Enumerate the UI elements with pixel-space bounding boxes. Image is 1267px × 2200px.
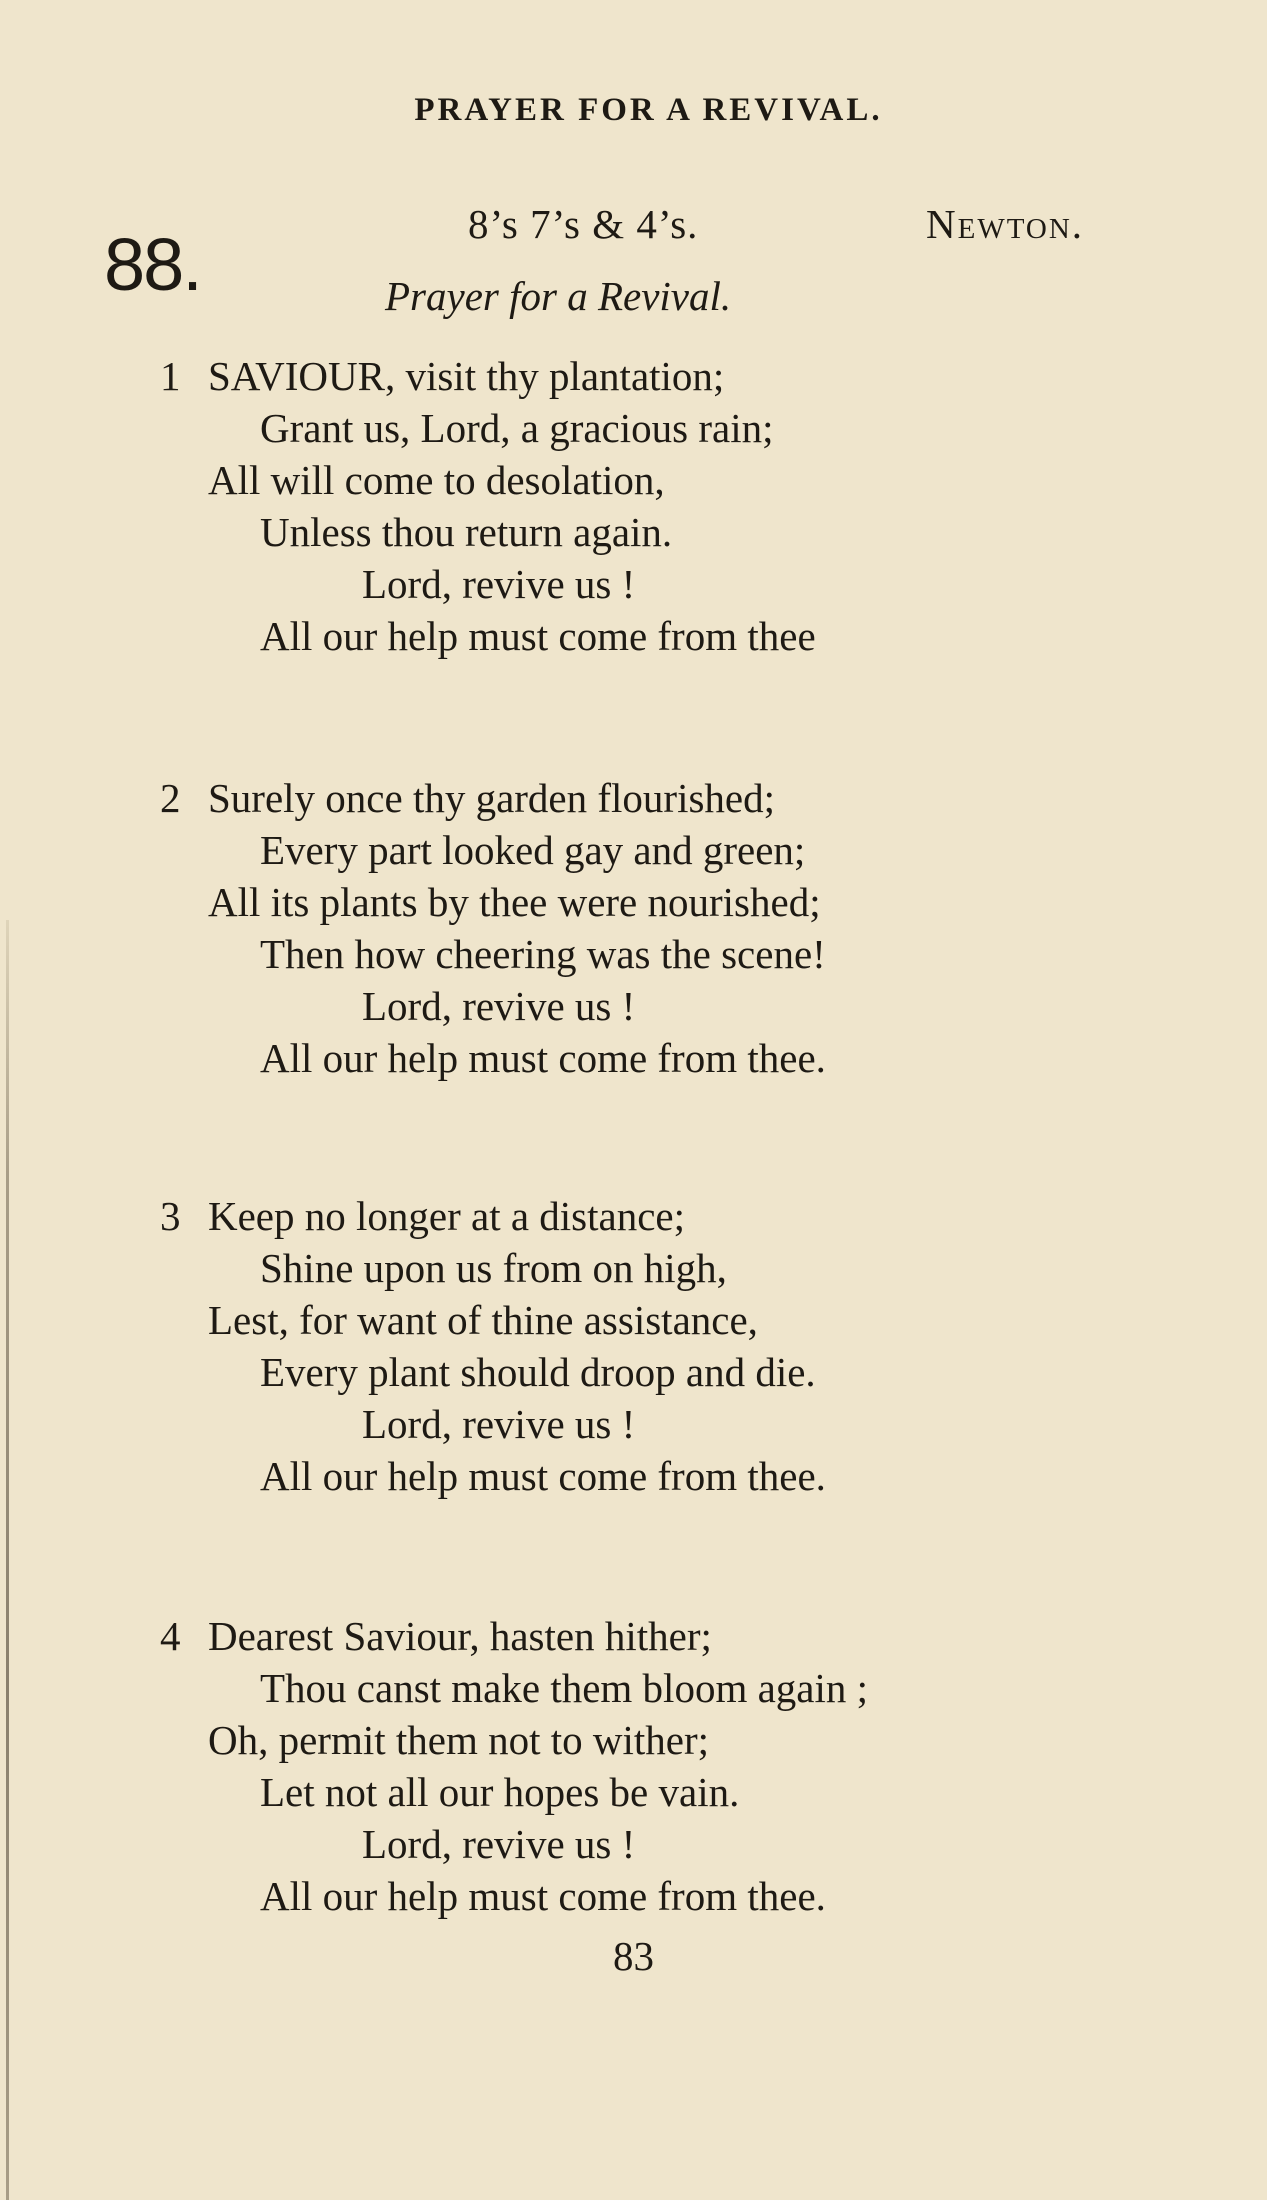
stanza-line: Dearest Saviour, hasten hither; bbox=[208, 1613, 712, 1659]
stanza-line: All its plants by thee were nourished; bbox=[208, 879, 821, 925]
refrain-line: All our help must come from thee. bbox=[260, 1873, 826, 1919]
stanza-line: Oh, permit them not to wither; bbox=[208, 1717, 710, 1763]
page-binding-edge bbox=[6, 920, 9, 2200]
refrain-line: Lord, revive us ! bbox=[362, 561, 636, 607]
stanza-number: 3 bbox=[160, 1193, 181, 1239]
stanza-line: Shine upon us from on high, bbox=[260, 1245, 727, 1291]
stanza-line: Let not all our hopes be vain. bbox=[260, 1769, 740, 1815]
hymn-subtitle: Prayer for a Revival. bbox=[385, 273, 732, 319]
refrain-line: Lord, revive us ! bbox=[362, 1401, 636, 1447]
stanza-line: Then how cheering was the scene! bbox=[260, 931, 826, 977]
refrain-line: Lord, revive us ! bbox=[362, 1821, 636, 1867]
stanza-line: Every plant should droop and die. bbox=[260, 1349, 816, 1395]
stanza-line: Grant us, Lord, a gracious rain; bbox=[260, 405, 774, 451]
refrain-line: All our help must come from thee. bbox=[260, 1035, 826, 1081]
refrain-line: All our help must come from thee. bbox=[260, 1453, 826, 1499]
page-number: 83 bbox=[613, 1933, 654, 1979]
stanza-number: 4 bbox=[160, 1613, 181, 1659]
stanza-line: SAVIOUR, visit thy plantation; bbox=[208, 353, 725, 399]
stanza-line: Keep no longer at a distance; bbox=[208, 1193, 686, 1239]
hymn-tune-name: Newton. bbox=[926, 201, 1085, 247]
refrain-line: Lord, revive us ! bbox=[362, 983, 636, 1029]
refrain-line: All our help must come from thee bbox=[260, 613, 816, 659]
stanza-line: Surely once thy garden flourished; bbox=[208, 775, 776, 821]
stanza-number: 2 bbox=[160, 775, 181, 821]
hymn-number: 88. bbox=[104, 223, 201, 306]
stanza-number: 1 bbox=[160, 353, 181, 399]
stanza-line: All will come to desolation, bbox=[208, 457, 665, 503]
stanza-line: Lest, for want of thine assistance, bbox=[208, 1297, 758, 1343]
running-head: PRAYER FOR A REVIVAL. bbox=[414, 92, 883, 128]
stanza-line: Thou canst make them bloom again ; bbox=[260, 1665, 869, 1711]
hymn-meter: 8’s 7’s & 4’s. bbox=[468, 201, 699, 247]
stanza-line: Unless thou return again. bbox=[260, 509, 673, 555]
stanza-line: Every part looked gay and green; bbox=[260, 827, 806, 873]
